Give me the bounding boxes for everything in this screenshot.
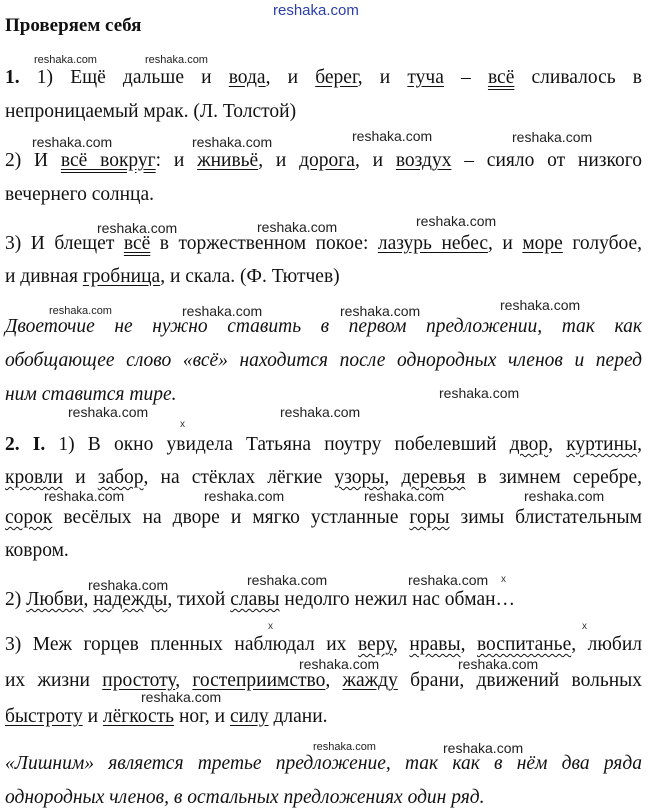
ex1-line-3 [5,150,642,172]
text: – [443,67,488,88]
watermark: reshaka.com [257,219,338,235]
ex2-line-7 [5,670,642,692]
watermark: reshaka.com [500,297,581,313]
watermark: reshaka.com [34,54,97,66]
text: их жизни [5,670,103,691]
text: брани, движений вольных [397,670,643,691]
text: зимы блистательным [449,507,642,528]
text: , и [258,150,300,171]
underlined-word: жажду [342,670,398,691]
text: и [63,467,98,488]
text: , [393,634,410,655]
watermark-top: reshaka.com [273,2,359,19]
underlined-word: деревья [401,467,466,488]
watermark: reshaka.com [299,656,380,672]
watermark: reshaka.com [145,54,208,66]
underlined-word: надежды [93,589,168,610]
underlined-word: нравы [409,634,461,655]
text: длани. [268,706,328,727]
watermark: reshaka.com [280,404,361,420]
watermark: reshaka.com [416,213,497,229]
text: голубое, [562,233,643,254]
underlined-word: гробница [82,266,161,287]
watermark: reshaka.com [192,134,273,150]
underlined-word: дорога [299,150,355,171]
watermark: reshaka.com [182,303,263,319]
text: недолго нежил нас обман… [279,589,516,610]
underlined-word: воспитанье [476,634,572,655]
text: , на стёклах лёгкие [143,467,335,488]
ex1-line-2: непроницаемый мрак. (Л. Толстой) [5,101,297,122]
text: – сияло от низкого [451,150,642,171]
watermark: reshaka.com [512,129,593,145]
underlined-word: вода [228,67,266,88]
ex2-line-8 [5,706,642,728]
ex2-line-3 [5,507,642,529]
ex1-line-5 [5,233,642,255]
underlined-word: берег [315,67,358,88]
watermark: reshaka.com [49,305,112,317]
text: , тихой [167,589,231,610]
text: , [384,467,402,488]
text: , и [488,233,523,254]
watermark: reshaka.com [97,220,178,236]
watermark: reshaka.com [352,128,433,144]
underlined-word: всё [487,67,515,88]
watermark: reshaka.com [68,404,149,420]
underlined-word: куртины [566,434,638,455]
text: и дивная [5,266,83,287]
watermark: reshaka.com [247,572,328,588]
ex1-note-line-1: Двоеточие не нужно ставить в первом предложении, так как [5,316,642,337]
ex2-line-2 [5,467,642,489]
text: , [325,670,343,691]
mark: х [582,621,587,632]
watermark: reshaka.com [524,488,605,504]
text: , любил [571,634,643,655]
watermark: reshaka.com [408,572,489,588]
ex2-line-5 [5,589,642,611]
text: , [460,634,477,655]
page-title: Проверяем себя [5,15,142,36]
mark: х [180,419,185,430]
watermark: reshaka.com [458,656,539,672]
watermark: reshaka.com [439,385,520,401]
underlined-word: силу [230,706,269,727]
ex2-line-6 [5,634,642,656]
text: , и [265,67,316,88]
watermark: reshaka.com [204,488,285,504]
text: весёлых на дворе и мягко устланные [52,507,410,528]
underlined-word: горы [409,507,450,528]
text: , [548,434,567,455]
ex1-line-6 [5,266,642,288]
text: 2) И [5,150,61,171]
text: , и [357,67,408,88]
text: в торжественном покое: [150,233,378,254]
watermark: reshaka.com [141,689,222,705]
underlined-word: славы [230,589,280,610]
text: , и [354,150,396,171]
underlined-word: двор [509,434,549,455]
underlined-word: забор [97,467,144,488]
underlined-word: кровли [5,467,64,488]
underlined-word: лазурь небес [377,233,489,254]
text: 2) [5,589,27,610]
text: , [637,434,643,455]
underlined-word: воздух [395,150,452,171]
underlined-word: всё вокруг [60,150,156,171]
ex1-note-line-3: ним ставится тире. [5,384,177,405]
underlined-word: Любви [26,589,84,610]
exercise-number: 1. [5,67,20,88]
text: и [82,706,103,727]
watermark: reshaka.com [443,740,524,756]
underlined-word: узоры [334,467,385,488]
underlined-word: быстроту [5,706,83,727]
text: , [175,670,193,691]
watermark: reshaka.com [313,741,376,753]
underlined-word: жнивьё [197,150,259,171]
ex2-line-4: ковром. [5,540,69,561]
underlined-word: сорок [5,507,53,528]
text: : и [155,150,198,171]
underlined-word: лёгкость [102,706,175,727]
exercise-number: 2. I. [5,434,46,455]
underlined-word: всё [123,233,151,254]
ex2-line-1 [5,434,642,456]
watermark: reshaka.com [340,303,421,319]
ex1-line-1 [5,67,642,89]
ex1-note-line-2: обобщающее слово «всё» находится после однородных членов и перед [5,350,642,371]
text: , [83,589,94,610]
text: ног, и [174,706,230,727]
text: 1) В окно увидела Татьяна поутру побелевший [45,434,510,455]
ex2-note-line-2: однородных членов, в остальных предложениях один ряд. [5,787,485,808]
watermark: reshaka.com [88,577,169,593]
text: сливалось в [514,67,643,88]
underlined-word: море [522,233,563,254]
underlined-word: простоту [102,670,176,691]
underlined-word: туча [407,67,444,88]
mark: х [501,574,506,585]
text: в зимнем серебре, [465,467,643,488]
watermark: reshaka.com [364,488,445,504]
text: , и скала. (Ф. Тютчев) [160,266,340,287]
watermark: reshaka.com [44,488,125,504]
ex2-note-line-1: «Лишним» является третье предложение, так как в нём два ряда [5,753,642,774]
mark: х [268,621,273,632]
watermark: reshaka.com [32,134,113,150]
ex1-line-4: вечернего солнца. [5,184,154,205]
text: 3) И блещет [5,233,124,254]
underlined-word: веру [357,634,394,655]
text: 1) Ещё дальше и [19,67,229,88]
text: 3) Меж горцев пленных наблюдал их [5,634,358,655]
underlined-word: гостеприимство [192,670,326,691]
